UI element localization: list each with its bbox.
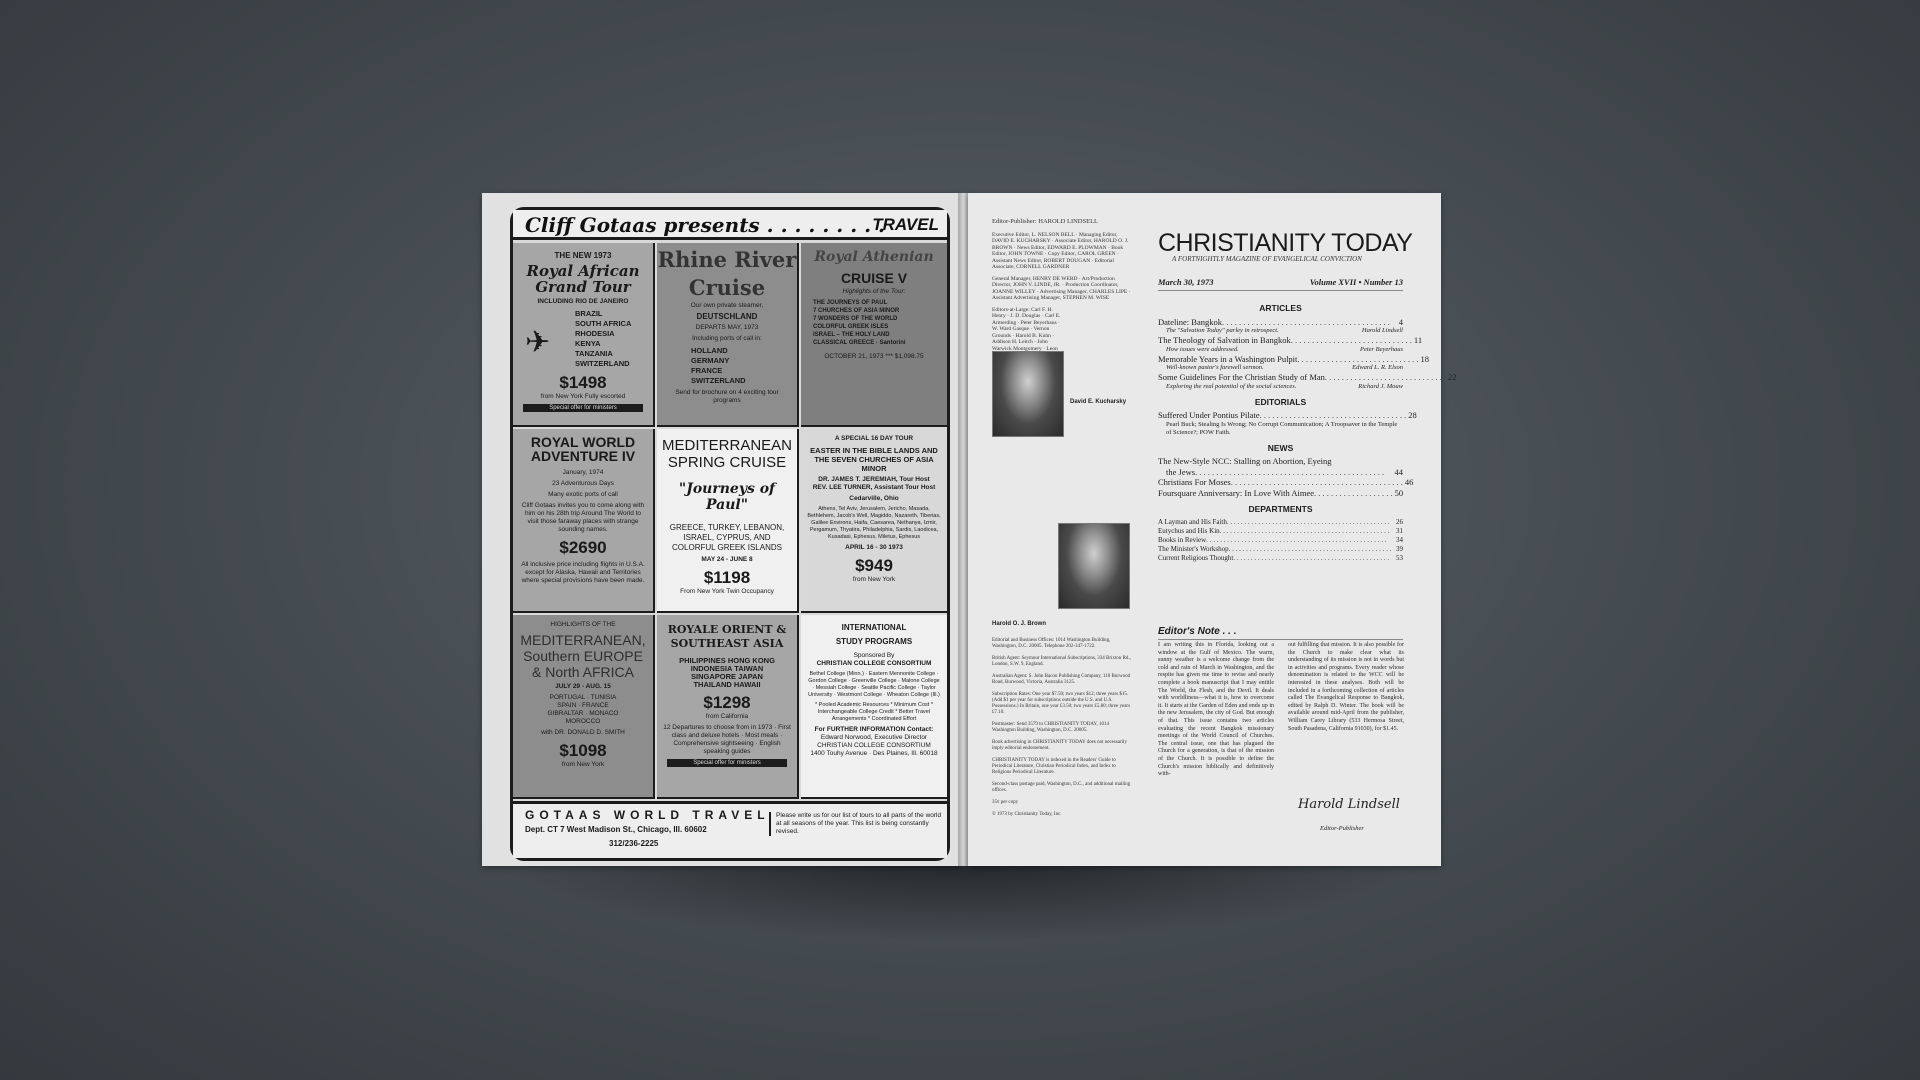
travel-ad	[510, 207, 950, 861]
list-item: TANZANIA	[575, 349, 613, 358]
ad-price: $2690	[559, 538, 607, 557]
company-name: GOTAAS WORLD TRAVEL	[525, 808, 770, 822]
ad-royale-orient	[657, 615, 799, 799]
toc-entry[interactable]: Books in Review . . . . . . . . . . . . . . . . . . . . . . . . . . . . . . . . . . . . . . . . . . . . . . . . . . . . 34	[1158, 535, 1403, 544]
toc-title: The New-Style NCC: Stalling on Abortion, Eyeing	[1158, 456, 1332, 466]
ad-line: Royal African	[526, 262, 640, 280]
toc-title: the Jews	[1166, 466, 1196, 477]
toc-desc: Pearl Buck; Stealing Is Wrong; No Corrupt Communication; A Troopsaver in the Temple of Science?; POW Faith.	[1166, 420, 1398, 436]
ad-line: DR. JAMES T. JEREMIAH, Tour Host	[818, 476, 930, 483]
ad-line: MEDITERRANEAN,	[520, 632, 646, 648]
ad-line: MEDITERRANEAN	[661, 437, 792, 454]
list-item: FRANCE	[691, 366, 723, 375]
ad-price: $949	[855, 556, 893, 575]
ad-line: SPAIN · FRANCE	[557, 702, 609, 709]
ad-highlight-list	[813, 299, 947, 347]
toc-title: A Layman and His Faith	[1158, 517, 1227, 526]
toc-subline	[1158, 327, 1403, 335]
list-item: GERMANY	[691, 356, 730, 365]
ad-line: SPRING CRUISE	[667, 454, 787, 471]
left-page	[482, 193, 961, 866]
ad-line: Edward Norwood, Executive Director	[820, 734, 928, 741]
ad-header	[513, 210, 947, 240]
masthead: CHRISTIANITY TODAY	[1158, 229, 1413, 257]
toc-page: 44	[1394, 466, 1403, 477]
ad-footer-text: Send for brochure on 4 exciting tour programs	[675, 389, 779, 404]
ad-line: GIBRALTAR · MONACO	[547, 710, 619, 717]
ad-line: INTERNATIONAL	[841, 623, 907, 632]
ad-line: Bethel College (Minn.) · Eastern Mennonite College · Gordon College · Greenville College · Malone College · Messiah College · Seattle Pacific College · Taylor University · Westmont College · Wheaton College (Ill.)	[808, 671, 940, 698]
ad-line: Southern EUROPE	[523, 648, 643, 664]
business-line: Australian Agent: S. John Bacon Publishing Company, 110 Burwood Road, Burwood, Victoria, Australia 3125.	[992, 674, 1131, 685]
company-phone: 312/236-2225	[609, 839, 659, 848]
toc-page: 31	[1396, 526, 1403, 535]
toc-page: 11	[1413, 335, 1423, 345]
list-item: CLASSICAL GREECE · Santorini	[813, 340, 906, 346]
editors-note-column: out fulfilling that mission. It is also possible for the Church to make clear what its understanding of its mission is not in words but in activities and programs. Every reader whose denomination is related to the WCC will be interested in these analyses. Both will be included in a forthcoming collection of articles called The Evangelical Response to Bangkok, edited by Ralph D. Winter. The book will be available around mid-April from the publisher, William Carey Library (533 Hermosa Street, South Pasadena, California 91030), for $1.45.	[1288, 642, 1404, 732]
ad-price-note: from California	[705, 713, 749, 720]
ad-line: Royal Athenian	[814, 249, 934, 265]
toc-author: Richard J. Mouw	[1358, 382, 1403, 390]
ad-athenian-cruise	[801, 243, 947, 427]
ad-line: Rhine River	[657, 247, 797, 272]
business-line: CHRISTIANITY TODAY is indexed in the Readers' Guide to Periodical Literature, Christian Periodical Index, and Index to Religious Periodical Literature.	[992, 758, 1116, 775]
ad-country-list	[575, 309, 653, 369]
toc-page: 50	[1394, 487, 1404, 498]
editors-note-column: I am writing this in Florida, looking out a window at the Gulf of Mexico. The warm, sunny weather is a welcome change from the cold and rain of March in Washington, and the respite has given me time to revise and nearly complete a book manuscript that I may entitle The World, the Flesh, and the Devil. It deals with worldliness—what it is, how to overcome it. It starts at the Garden of Eden and ends up in the new Jerusalem, the city of God. But enough of that. This issue contains two articles evaluating the recent Bangkok missionary meetings of the World Council of Churches. The central issue, one that has plagued the Church for a generation, is that of the mission of the Church. It is possible to define the Church's mission biblically and definitively with-	[1158, 642, 1274, 778]
ad-line: GREECE, TURKEY, LEBANON, ISRAEL, CYPRUS, AND COLORFUL GREEK ISLANDS	[669, 523, 785, 552]
toc-entry[interactable]: Dateline: Bangkok . . . . . . . . . . . . . . . . . . . . . . . . . . . . . . . . . . . . . . . . 4	[1158, 316, 1403, 327]
staff-block: Editors-at-Large: Carl F. H. Henry · J. D. Douglas · Carl E. Armerding · Peter Beyerhaus · W. Ward Gasque · Vernon Grounds · Harold B. Kuhn · Addison H. Leitch · John Warwick Montgomery · Leon	[992, 306, 1061, 352]
ad-line: SOUTHEAST ASIA	[670, 637, 784, 650]
toc-page: 26	[1396, 517, 1403, 526]
ad-line: EASTER IN THE BIBLE LANDS AND THE SEVEN CHURCHES OF ASIA MINOR	[810, 446, 938, 473]
ad-african-tour	[513, 243, 655, 427]
toc-entry[interactable]: Eutychus and His Kin . . . . . . . . . . . . . . . . . . . . . . . . . . . . . . . . . . . . . . . . . . . . . . . . . 31	[1158, 526, 1403, 535]
toc-entry[interactable]: The Theology of Salvation in Bangkok . . . . . . . . . . . . . . . . . . . . . . . . . . . . . 11	[1158, 335, 1423, 345]
ad-footer	[513, 801, 947, 858]
toc-page: 18	[1420, 353, 1430, 364]
ad-price-note: from New York	[852, 576, 896, 583]
ad-line: & North AFRICA	[532, 664, 634, 680]
toc-title: Current Religious Thought	[1158, 553, 1234, 562]
ad-line: 1400 Touhy Avenue · Des Plaines, Ill. 60018	[810, 750, 938, 757]
ad-line: 23 Adventurous Days	[552, 480, 614, 487]
ad-line: ADVENTURE IV	[530, 448, 636, 464]
issue-volume: Volume XVII • Number 13	[1309, 277, 1403, 287]
toc-author: Edward L. R. Elson	[1352, 364, 1403, 371]
toc-subline	[1158, 346, 1403, 354]
toc-page: 4	[1398, 316, 1403, 327]
ad-world-adventure	[513, 429, 655, 613]
ad-line: REV. LEE TURNER, Assistant Tour Host	[812, 484, 936, 491]
editor-signature: Harold Lindsell	[1298, 797, 1400, 812]
business-line: Editorial and Business Offices: 1014 Washington Building, Washington, D.C. 20005. Telephone 202-347-1722.	[992, 638, 1111, 649]
ad-line: DEUTSCHLAND	[696, 312, 758, 321]
company-address: Dept. CT 7 West Madison St., Chicago, Ill. 60602	[525, 825, 707, 834]
ad-line: THE NEW 1973	[554, 251, 612, 260]
ad-line: INDONESIA TAIWAN	[690, 664, 764, 673]
toc-entry[interactable]: Foursquare Anniversary: In Love With Aimee . . . . . . . . . . . . . . . . . . . 50	[1158, 487, 1404, 498]
list-item: BRAZIL	[575, 309, 603, 318]
ad-footer-text: OCTOBER 21, 1973 *** $1,098.75	[824, 353, 924, 360]
ad-line: SINGAPORE JAPAN	[691, 672, 763, 681]
toc-entry[interactable]: The Minister's Workshop . . . . . . . . . . . . . . . . . . . . . . . . . . . . . . . . . . . . . . . . . . . . . . . 39	[1158, 544, 1403, 553]
toc-page: 46	[1404, 477, 1414, 487]
ad-line: CRUISE V	[840, 270, 908, 286]
editors-note-heading: Editor's Note . . .	[1158, 626, 1237, 637]
ad-line: with DR. DONALD D. SMITH	[541, 729, 625, 736]
ad-line: MAY 24 - JUNE 8	[701, 556, 753, 563]
toc-subline	[1158, 364, 1403, 372]
ad-line: HIGHLIGHTS OF THE	[550, 621, 616, 628]
editor-publisher: Editor-Publisher: HAROLD LINDSELL	[992, 218, 1099, 225]
list-item: HOLLAND	[691, 346, 728, 355]
toc-entry[interactable]: Some Guidelines For the Christian Study of Man . . . . . . . . . . . . . . . . . . . . . . . . . . . . . 22	[1158, 372, 1457, 382]
ad-offer-bar: Special offer for ministers	[667, 759, 787, 767]
toc-page: 53	[1396, 553, 1403, 562]
tagline: A FORTNIGHTLY MAGAZINE OF EVANGELICAL CONVICTION	[1172, 255, 1362, 263]
ad-line: ROYALE ORIENT &	[667, 623, 787, 636]
divider	[1158, 639, 1403, 640]
ad-grid	[513, 243, 947, 801]
issue-date: March 30, 1973	[1158, 277, 1214, 287]
ad-line: Including ports of call in:	[692, 335, 762, 342]
toc-subline	[1158, 383, 1403, 391]
ad-line: January, 1974	[562, 469, 604, 476]
toc-author: Harold Lindsell	[1361, 327, 1403, 334]
ad-line: Cedarville, Ohio	[849, 495, 899, 502]
airplane-icon: ✈	[525, 326, 551, 359]
ad-line: Athens, Tel Aviv, Jerusalem, Jericho, Masada, Bethlehem, Jacob's Well, Magiddo, Nazareth, Tiberias, Galilee Environs, Haifa, Caesarea, Nethanya, Izmir, Pergamum, Thyatira, Philadelphia, Sardis, Laodicea, Kusadasi, Ephesus, Miletus, Ephesus	[807, 506, 941, 540]
ad-line: Cliff Gotaas invites you to come along with him on his 28th trip Around The World to visit those faraway places with strange sounding names.	[521, 502, 645, 533]
ad-price-note: From New York Twin Occupancy	[680, 588, 774, 595]
portrait-photo	[992, 351, 1064, 437]
ad-line: ROYAL WORLD	[530, 434, 636, 450]
toc-entry[interactable]: Current Religious Thought . . . . . . . . . . . . . . . . . . . . . . . . . . . . . . . . . . . . . . . . . . . . . 53	[1158, 553, 1403, 562]
list-item: SOUTH AFRICA	[575, 319, 632, 328]
toc-title: Dateline: Bangkok	[1158, 316, 1222, 327]
ad-price: $1498	[559, 373, 607, 392]
ad-line: CHRISTIAN COLLEGE CONSORTIUM	[817, 742, 931, 749]
ad-line: JULY 29 - AUG. 15	[555, 683, 611, 690]
ad-line: APRIL 16 - 30 1973	[845, 544, 903, 551]
toc-entry[interactable]: the Jews . . . . . . . . . . . . . . . . . . . . . . . . . . . . . . . . . . . . . . . . . . . . . 44	[1166, 466, 1403, 477]
business-line: Subscription Rates: One year $7.50; two years $12; three years $15. (Add $1 per year for subscriptions outside the U.S. and U.S. Possessions.) In Britain, one year £3.50; two years £5.80; three years £7.10.	[992, 692, 1131, 715]
ad-line: A SPECIAL 16 DAY TOUR	[834, 435, 914, 442]
ad-line: THAILAND HAWAII	[693, 680, 761, 689]
ad-line: PHILIPPINES HONG KONG	[679, 656, 775, 665]
toc-desc: Well-known pastor's farewell sermon.	[1166, 364, 1264, 371]
toc-page: 28	[1408, 410, 1417, 420]
business-line: Second-class postage paid, Washington, D.C., and additional mailing offices.	[992, 782, 1131, 793]
signature-title: Editor-Publisher	[1320, 825, 1364, 832]
toc-desc: Exploring the real potential of the social sciences.	[1166, 382, 1297, 390]
toc-entry[interactable]	[1158, 456, 1403, 467]
toc-desc: How issues were addressed.	[1166, 345, 1239, 353]
list-item: SWITZERLAND	[691, 376, 746, 385]
ad-mediterranean-cruise	[657, 429, 799, 613]
business-line: 35¢ per copy	[992, 800, 1019, 805]
ad-header-travel: TRAVEL	[872, 215, 939, 234]
ad-price: $1198	[703, 568, 751, 587]
list-item: RHODESIA	[575, 329, 615, 338]
ad-price: $1098	[559, 741, 607, 760]
toc-page: 34	[1396, 535, 1403, 544]
toc-title: Eutychus and His Kin	[1158, 526, 1220, 535]
ad-line: MOROCCO	[565, 718, 601, 725]
business-line: Postmaster: Send 3579 to CHRISTIANITY TODAY, 1014 Washington Building, Washington, D.C. 20005.	[992, 722, 1109, 733]
staff-block: General Manager, HENRY DE WERD · Art/Production Director, JOHN V. LINDE, JR. · Production Coordinator, JOANNE WILLEY · Advertising Manager, CHARLES LIPE · Assistant Advertising Manager, STEPHEN M. WISE	[992, 275, 1131, 301]
business-line: Book advertising in CHRISTIANITY TODAY does not necessarily imply editorial endorsement.	[992, 740, 1127, 751]
toc-desc: The "Salvation Today" parley in retrospect.	[1166, 327, 1279, 334]
section-heading: ARTICLES	[1259, 303, 1302, 313]
toc-title: Books in Review	[1158, 535, 1207, 544]
toc-title: The Minister's Workshop	[1158, 544, 1229, 553]
ad-header-title: Cliff Gotaas presents . . . . . . . . .	[525, 213, 886, 237]
photo-caption: David E. Kucharsky	[1070, 399, 1127, 405]
toc-author: Peter Beyerhaus	[1359, 345, 1403, 353]
toc-title: Foursquare Anniversary: In Love With Aimee	[1158, 487, 1315, 498]
ad-line: For FURTHER INFORMATION Contact:	[814, 726, 934, 733]
list-item: COLORFUL GREEK ISLES	[813, 324, 889, 330]
ad-line: CHRISTIAN COLLEGE CONSORTIUM	[816, 660, 932, 667]
ad-line: "Journeys of Paul"	[678, 481, 776, 513]
ad-line: Sponsored By	[853, 652, 895, 659]
business-line: British Agent: Seymour International Subscriptions, 334 Brixton Rd., London, S.W. 9, England.	[992, 656, 1131, 667]
ad-line: Grand Tour	[535, 278, 631, 296]
ad-line: Highlights of the Tour:	[842, 288, 906, 295]
business-line: © 1973 by Christianity Today, Inc.	[992, 812, 1062, 817]
toc-title: Some Guidelines For the Christian Study of Man	[1158, 372, 1325, 382]
ad-line: PORTUGAL · TUNISIA	[549, 694, 617, 701]
business-info	[992, 638, 1132, 824]
staff-block: Executive Editor, L. NELSON BELL · Managing Editor, DAVID E. KUCHARSKY · Associate Editor, HAROLD O. J. BROWN · News Editor, EDWARD E. PLOWMAN · Book Editor, JOHN TOWNE · Copy Editor, CAROL GREEN · Assistant News Editor, ROBERT DOUGAN · Editorial Associate, CORNELL GARDNER	[992, 231, 1129, 270]
list-item: KENYA	[575, 339, 601, 348]
toc-entry[interactable]: Suffered Under Pontius Pilate . . . . . . . . . . . . . . . . . . . . . . . . . . . . . . . . . . . 28	[1158, 410, 1417, 420]
list-item: ISRAEL – THE HOLY LAND	[813, 332, 890, 338]
ad-price: $1298	[703, 693, 751, 712]
ad-footer-text: 12 Departures to choose from in 1973 · First class and deluxe hotels · Most meals · Comprehensive sightseeing · English speaking guides	[663, 724, 791, 755]
toc-title: Christians For Moses	[1158, 477, 1231, 487]
ad-offer-bar: Special offer for ministers	[523, 404, 643, 412]
company-note: Please write us for our list of tours to all parts of the world at all seasons of the year. This list is being constantly revised.	[769, 812, 946, 836]
staff-box	[992, 219, 1132, 370]
list-item: 7 WONDERS OF THE WORLD	[813, 316, 898, 322]
list-item: 7 CHURCHES OF ASIA MINOR	[813, 308, 900, 314]
toc-entry[interactable]: Memorable Years in a Washington Pulpit . . . . . . . . . . . . . . . . . . . . . . . . . . . . . 18	[1158, 353, 1430, 364]
ad-line: DEPARTS MAY, 1973	[695, 324, 759, 331]
ad-line: INCLUDING RIO DE JANEIRO	[537, 298, 629, 305]
section-heading: NEWS	[1267, 442, 1294, 453]
toc-title: Memorable Years in a Washington Pulpit	[1158, 353, 1298, 364]
toc-title: The Theology of Salvation in Bangkok	[1158, 335, 1291, 345]
toc-title: Suffered Under Pontius Pilate	[1158, 410, 1260, 420]
ad-line: * Pooled Academic Resources * Minimum Cost * Interchangeable College Credit * Better Travel Arrangements * Coordinated Effort	[815, 702, 933, 722]
ad-footer-text: All inclusive price including flights in U.S.A. except for Alaska, Hawaii and Territories where special provisions have been made.	[521, 561, 645, 584]
section-heading: DEPARTMENTS	[1248, 504, 1313, 514]
ad-study-programs	[801, 615, 947, 799]
ad-line: STUDY PROGRAMS	[835, 637, 913, 646]
toc-page: 39	[1396, 544, 1403, 553]
issue-dateline	[1158, 277, 1403, 291]
right-page	[968, 193, 1457, 866]
table-of-contents	[1158, 297, 1457, 563]
ad-price-note: from New York	[561, 761, 605, 768]
ad-country-list	[691, 346, 797, 386]
list-item: THE JOURNEYS OF PAUL	[813, 300, 888, 306]
section-heading: EDITORIALS	[1254, 396, 1307, 407]
portrait-photo	[1058, 523, 1130, 609]
ad-mediterranean-africa	[513, 615, 655, 799]
photo-caption: Harold O. J. Brown	[992, 621, 1047, 627]
ad-line: Cruise	[688, 275, 766, 300]
ad-line: Many exotic ports of call	[548, 491, 618, 498]
ad-easter-tour	[801, 429, 947, 613]
toc-page: 22	[1448, 372, 1457, 382]
toc-entry[interactable]: Christians For Moses . . . . . . . . . . . . . . . . . . . . . . . . . . . . . . . . . . . . . . . . . 46	[1158, 477, 1414, 487]
ad-line: Our own private steamer,	[690, 302, 764, 309]
toc-entry[interactable]: A Layman and His Faith . . . . . . . . . . . . . . . . . . . . . . . . . . . . . . . . . . . . . . . . . . . . . . . 26	[1158, 517, 1403, 526]
ad-price-note: from New York Fully escorted	[540, 393, 626, 400]
ad-rhine-cruise	[657, 243, 799, 427]
list-item: SWITZERLAND	[575, 359, 630, 368]
